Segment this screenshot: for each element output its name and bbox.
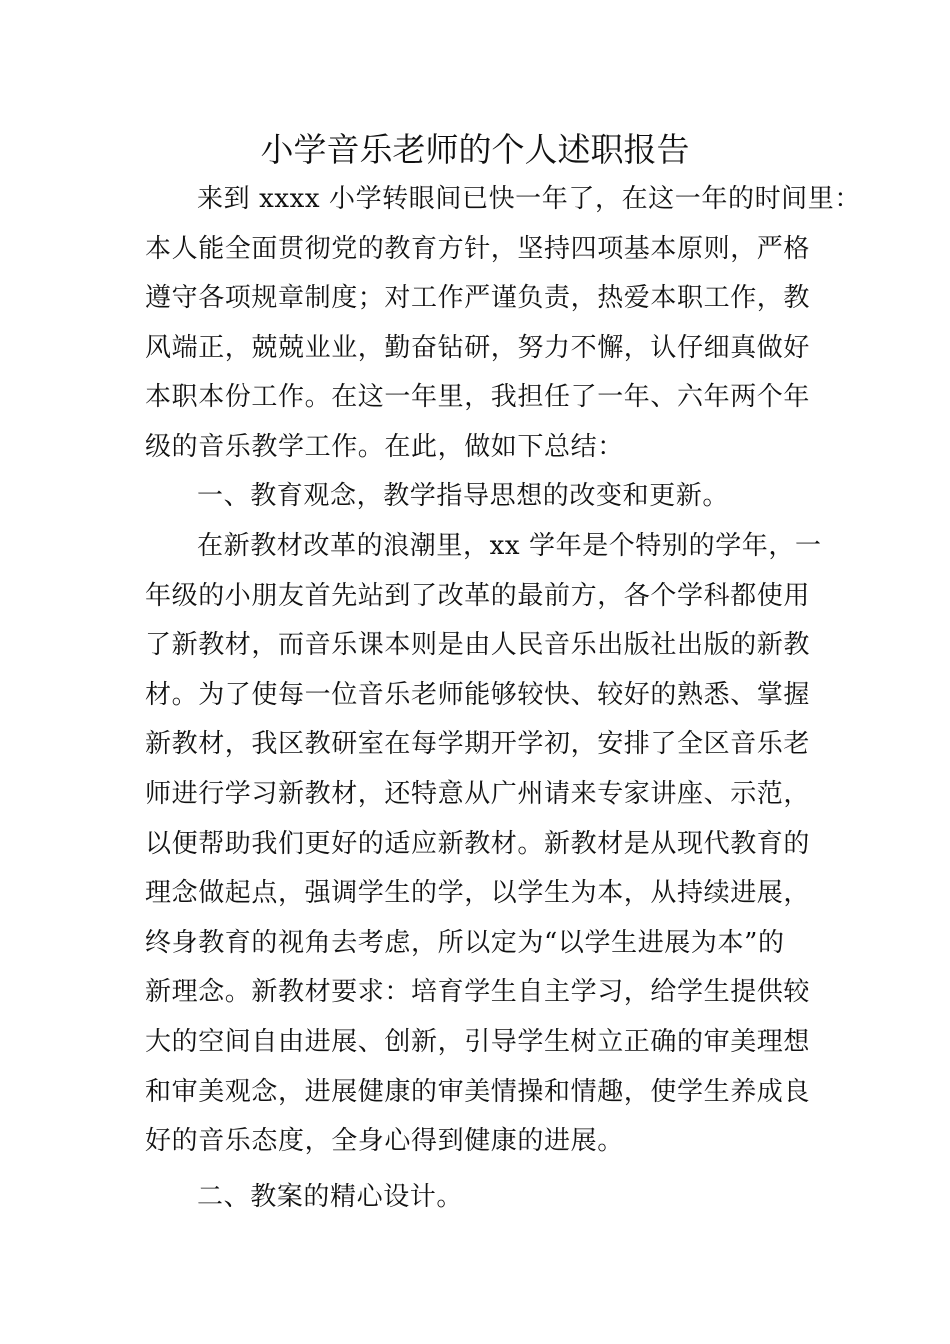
- text-line: 本人能全面贯彻党的教育方针，坚持四项基本原则，严格: [145, 233, 811, 264]
- text-line: 年级的小朋友首先站到了改革的最前方，各个学科都使用: [145, 580, 811, 611]
- text-line: 大的空间自由进展、创新，引导学生树立正确的审美理想: [145, 1026, 811, 1057]
- paragraph-new-textbook: [145, 522, 822, 1167]
- text-line: 新理念。新教材要求：培育学生自主学习，给学生提供较: [145, 977, 811, 1008]
- text-line: 师进行学习新教材，还特意从广州请来专家讲座、示范，: [145, 778, 811, 809]
- text-line: 了新教材，而音乐课本则是由人民音乐出版社出版的新教: [145, 630, 811, 661]
- text-line: 风端正，兢兢业业，勤奋钻研，努力不懈，认仔细真做好: [145, 332, 811, 363]
- text-line: 理念做起点，强调学生的学，以学生为本，从持续进展，: [145, 878, 811, 909]
- document-title: 小学音乐老师的个人述职报告: [260, 130, 690, 169]
- text-line: 材。为了使每一位音乐老师能够较快、较好的熟悉、掌握: [145, 679, 811, 710]
- text-line: 遵守各项规章制度；对工作严谨负责，热爱本职工作，教: [145, 283, 811, 314]
- text-line: 以便帮助我们更好的适应新教材。新教材是从现代教育的: [145, 828, 811, 859]
- section-heading-1: 一、教育观念，教学指导思想的改变和更新。: [197, 481, 730, 511]
- text-line: 好的音乐态度，全身心得到健康的进展。: [145, 1126, 624, 1157]
- text-line: 来到 xxxx 小学转眼间已快一年了，在这一年的时间里：: [197, 184, 861, 214]
- text-line: 终身教育的视角去考虑，所以定为“以学生进展为本”的: [145, 927, 785, 958]
- text-line: 新教材，我区教研室在每学期开学初，安排了全区音乐老: [145, 729, 811, 760]
- text-line: 在新教材改革的浪潮里，xx 学年是个特别的学年，一: [197, 531, 822, 561]
- text-line: 和审美观念，进展健康的审美情操和情趣，使学生养成良: [145, 1076, 811, 1107]
- text-line: 级的音乐教学工作。在此，做如下总结：: [145, 431, 624, 462]
- text-line: 本职本份工作。在这一年里，我担任了一年、六年两个年: [145, 382, 811, 413]
- section-heading-2: 二、教案的精心设计。: [197, 1182, 464, 1212]
- paragraph-intro: [145, 175, 861, 473]
